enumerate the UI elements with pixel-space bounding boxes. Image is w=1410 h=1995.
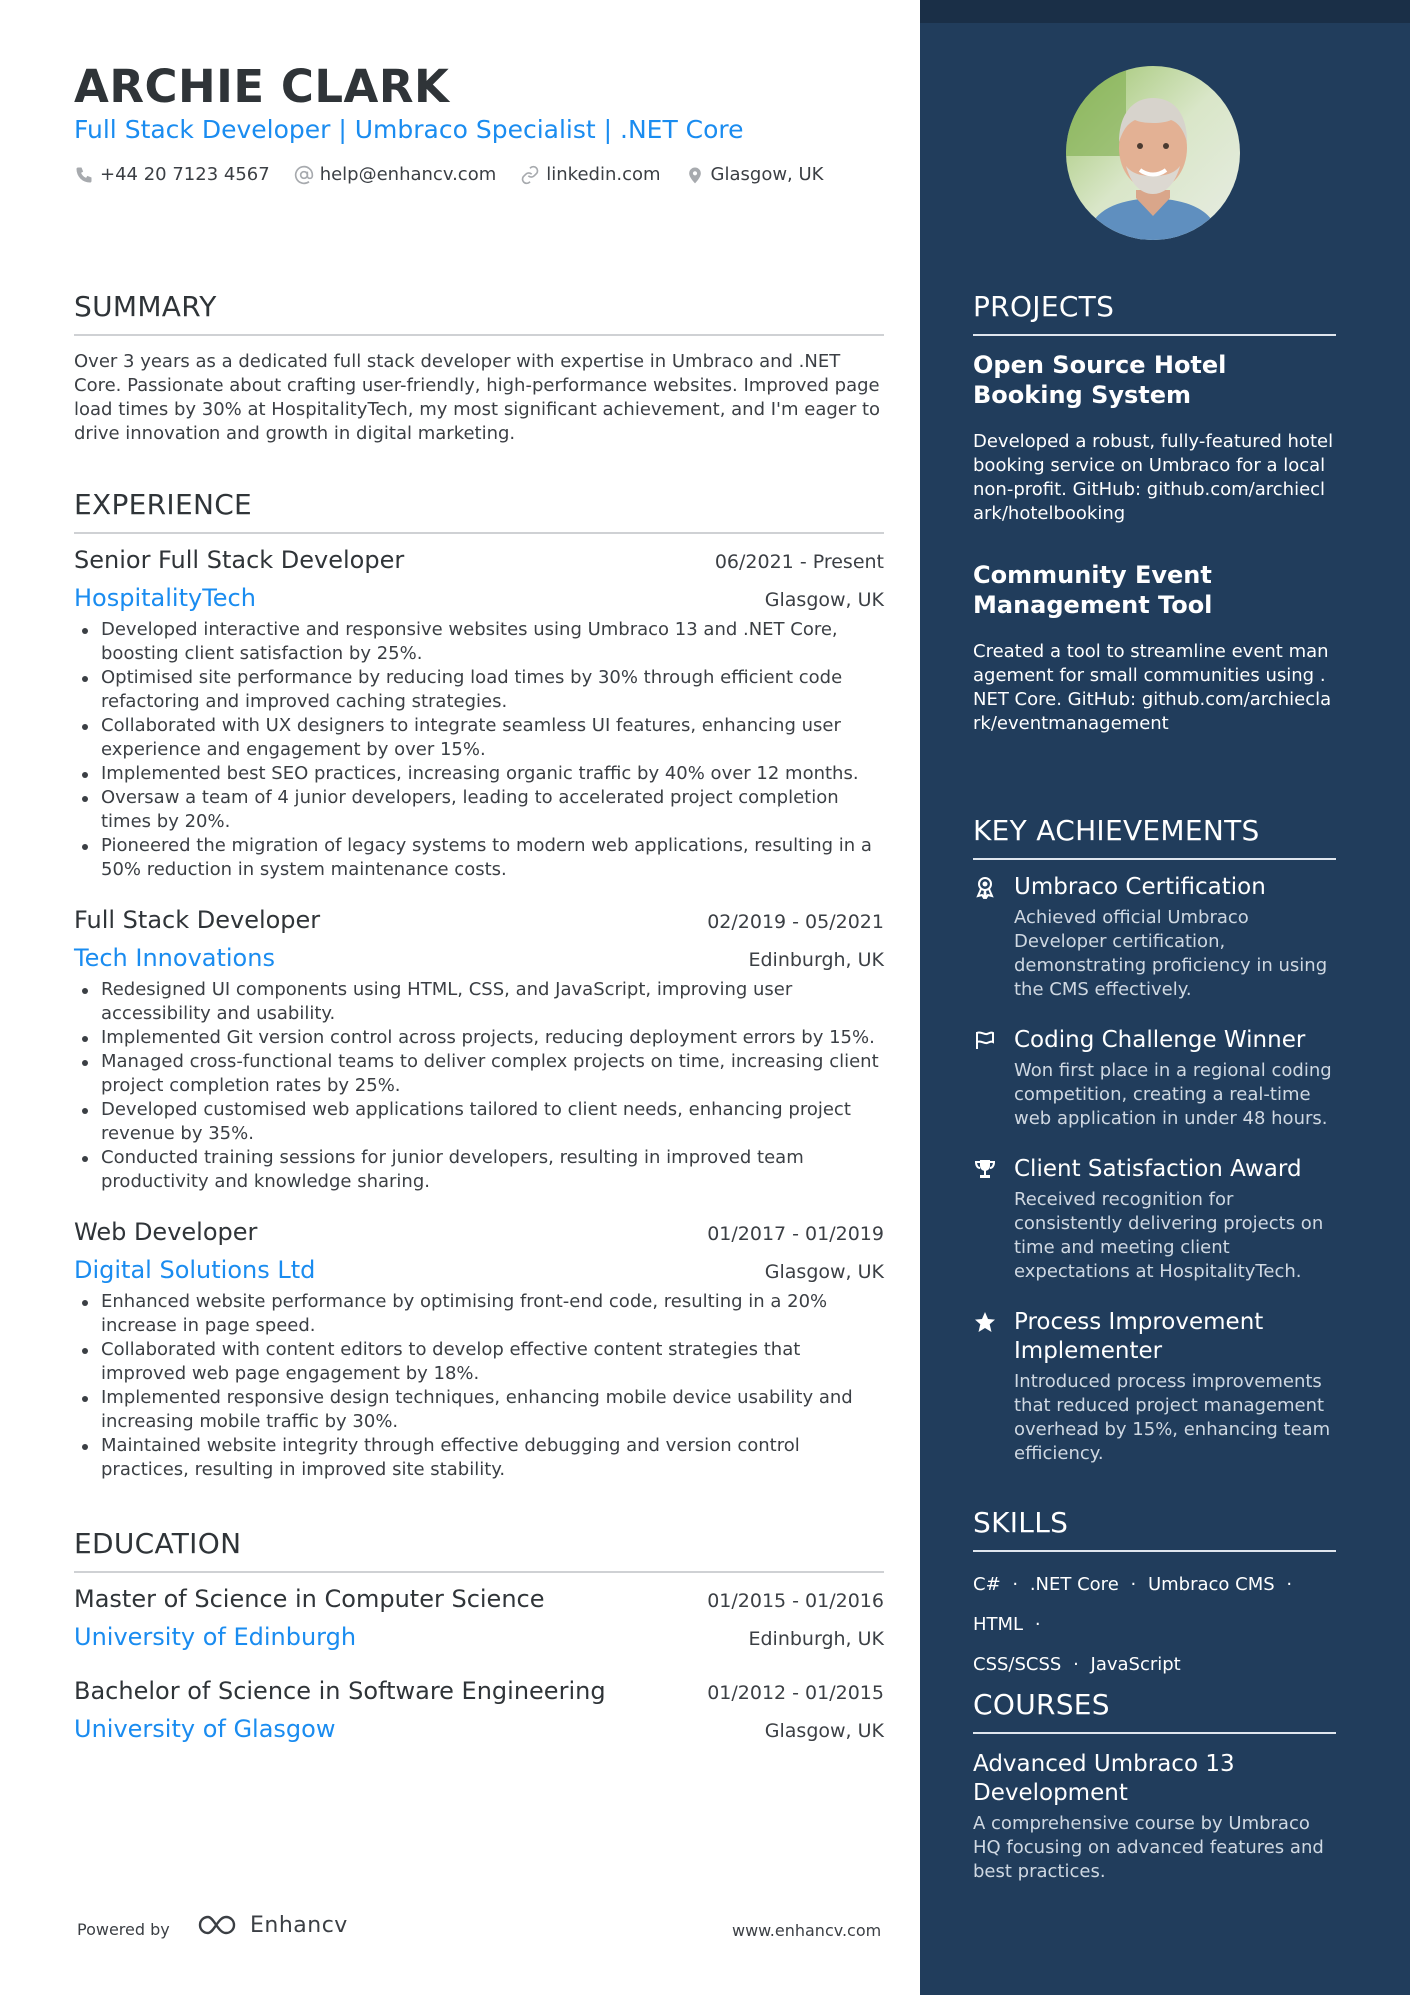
education-location: Edinburgh, UK [748,1628,884,1650]
job-title: Full Stack Developer [74,906,321,934]
candidate-name: ARCHIE CLARK [74,60,450,113]
bullet-item: Developed customised web applications tailored to client needs, enhancing project revenue by 35%. [74,1098,884,1146]
sidebar-column [920,0,1410,1995]
job-bullets [74,1290,884,1482]
summary-heading: SUMMARY [74,290,884,336]
education-date: 01/2012 - 01/2015 [707,1682,884,1704]
contact-location [685,164,824,185]
bullet-item: Pioneered the migration of legacy systems to modern web applications, resulting in a 50% reduction in system maintenance costs. [74,834,884,882]
at-icon [294,165,314,185]
job-date: 01/2017 - 01/2019 [707,1223,884,1245]
avatar [1066,66,1240,240]
skills-list: C# · .NET Core · Umbraco CMS · HTML · CSS/SCSS · JavaScript [973,1574,1293,1675]
email-text[interactable]: help@enhancv.com [319,164,497,185]
project-description: Developed a robust, fully-featured hotel booking service on Umbraco for a local non-profit. GitHub: github.com/archieclark/hotelbooking [973,431,1334,524]
achievement-title: Coding Challenge Winner [1014,1027,1306,1053]
job-title: Senior Full Stack Developer [74,546,405,574]
course-entry [973,1750,1343,1884]
job-location: Edinburgh, UK [748,949,884,971]
enhancv-logo-icon [196,1912,242,1938]
phone-icon [74,165,94,185]
school-name: University of Glasgow [74,1715,336,1743]
achievement-description: Received recognition for consistently delivering projects on time and meeting client expectations at HospitalityTech. [1014,1189,1324,1282]
achievement-entry [973,873,1353,1002]
skill-tag: .NET Core [1029,1574,1119,1595]
link-icon [520,165,540,185]
job-location: Glasgow, UK [764,589,884,611]
project-entry [973,560,1336,736]
experience-heading: EXPERIENCE [74,488,884,534]
course-title: Advanced Umbraco 13 Development [973,1751,1235,1806]
job-title: Web Developer [74,1218,258,1246]
education-date: 01/2015 - 01/2016 [707,1590,884,1612]
achievement-entry [973,1155,1353,1284]
bullet-item: Developed interactive and responsive websites using Umbraco 13 and .NET Core, boosting client satisfaction by 25%. [74,618,884,666]
projects-heading: PROJECTS [973,290,1336,336]
skill-tag: HTML [973,1614,1024,1635]
achievement-description: Achieved official Umbraco Developer certification, demonstrating proficiency in using the CMS effectively. [1014,907,1328,1000]
achievement-title: Umbraco Certification [1014,874,1266,900]
job-date: 02/2019 - 05/2021 [707,911,884,933]
education-location: Glasgow, UK [764,1720,884,1742]
contact-phone [74,164,270,185]
achievement-description: Won first place in a regional coding competition, creating a real-time web application in under 48 hours. [1014,1060,1332,1129]
bullet-item: Implemented responsive design techniques, enhancing mobile device usability and increasing mobile traffic by 30%. [74,1386,884,1434]
bullet-item: Implemented best SEO practices, increasing organic traffic by 40% over 12 months. [74,762,884,786]
school-name: University of Edinburgh [74,1623,357,1651]
location-pin-icon [685,165,705,185]
sidebar-top-bar [920,0,1410,23]
bullet-item: Optimised site performance by reducing load times by 30% through efficient code refactoring and improved caching strategies. [74,666,884,714]
skill-tag: Umbraco CMS [1147,1574,1275,1595]
enhancv-logo[interactable] [196,1912,348,1938]
job-date: 06/2021 - Present [714,551,884,573]
enhancv-brand-text: Enhancv [250,1912,348,1938]
trophy-icon [973,1157,997,1181]
skill-tag: CSS/SCSS [973,1654,1062,1675]
achievement-title: Client Satisfaction Award [1014,1156,1302,1182]
contact-linkedin[interactable] [520,164,660,185]
achievement-entry [973,1308,1353,1466]
project-entry [973,350,1336,526]
contact-email[interactable] [294,164,497,185]
job-location: Glasgow, UK [764,1261,884,1283]
bullet-item: Redesigned UI components using HTML, CSS, and JavaScript, improving user accessibility and usability. [74,978,884,1026]
skill-tag: JavaScript [1090,1654,1181,1675]
job-bullets [74,978,884,1194]
company-name: Tech Innovations [74,944,275,972]
achievement-entry [973,1026,1353,1131]
website-link[interactable]: www.enhancv.com [732,1921,882,1940]
company-name: Digital Solutions Ltd [74,1256,316,1284]
education-entry [74,1585,884,1651]
achievement-description: Introduced process improvements that reduced project management overhead by 15%, enhancing team efficiency. [1014,1371,1331,1464]
skills-heading: SKILLS [973,1506,1336,1552]
education-entry [74,1677,884,1743]
contact-bar [74,164,847,185]
bullet-item: Collaborated with UX designers to integrate seamless UI features, enhancing user experience and engagement by over 15%. [74,714,884,762]
project-title: Open Source Hotel Booking System [973,351,1227,409]
phone-text: +44 20 7123 4567 [100,164,270,185]
powered-by-label: Powered by [77,1920,170,1939]
linkedin-text[interactable]: linkedin.com [546,164,661,185]
flag-icon [973,1028,997,1052]
degree-title: Master of Science in Computer Science [74,1585,545,1613]
courses-heading: COURSES [973,1688,1336,1734]
bullet-item: Implemented Git version control across projects, reducing deployment errors by 15%. [74,1026,884,1050]
skill-tag: C# [973,1574,1001,1595]
bullet-item: Conducted training sessions for junior developers, resulting in improved team productivity and knowledge sharing. [74,1146,884,1194]
bullet-item: Enhanced website performance by optimising front-end code, resulting in a 20% increase in page speed. [74,1290,884,1338]
star-icon [973,1310,997,1334]
degree-title: Bachelor of Science in Software Engineering [74,1677,606,1705]
location-text: Glasgow, UK [710,164,824,185]
avatar-illustration [1066,66,1240,240]
project-description: Created a tool to streamline event management for small communities using .NET Core. GitHub: github.com/archieclark/eventmanagement [973,641,1332,734]
job-bullets [74,618,884,882]
award-icon [973,875,997,899]
bullet-item: Collaborated with content editors to develop effective content strategies that improved web page engagement by 18%. [74,1338,884,1386]
bullet-item: Managed cross-functional teams to deliver complex projects on time, increasing client project completion rates by 25%. [74,1050,884,1098]
job-entry [74,906,884,1194]
headline: Full Stack Developer | Umbraco Specialist | .NET Core [74,115,744,144]
education-heading: EDUCATION [74,1527,884,1573]
bullet-item: Oversaw a team of 4 junior developers, leading to accelerated project completion times by 20%. [74,786,884,834]
summary-text: Over 3 years as a dedicated full stack developer with expertise in Umbraco and .NET Core. Passionate about crafting user-friendly, high-performance websites. Improved page load times by 30% at HospitalityTech, my most significant achievement, and I'm eager to drive innovation and growth in digital marketing. [74,351,881,444]
achievement-title: Process Improvement Implementer [1014,1309,1264,1364]
company-name: HospitalityTech [74,584,256,612]
bullet-item: Maintained website integrity through effective debugging and version control practices, resulting in improved site stability. [74,1434,884,1482]
project-title: Community Event Management Tool [973,561,1213,619]
job-entry [74,1218,884,1482]
job-entry [74,546,884,882]
achievements-heading: KEY ACHIEVEMENTS [973,814,1336,860]
course-description: A comprehensive course by Umbraco HQ focusing on advanced features and best practices. [973,1813,1324,1882]
